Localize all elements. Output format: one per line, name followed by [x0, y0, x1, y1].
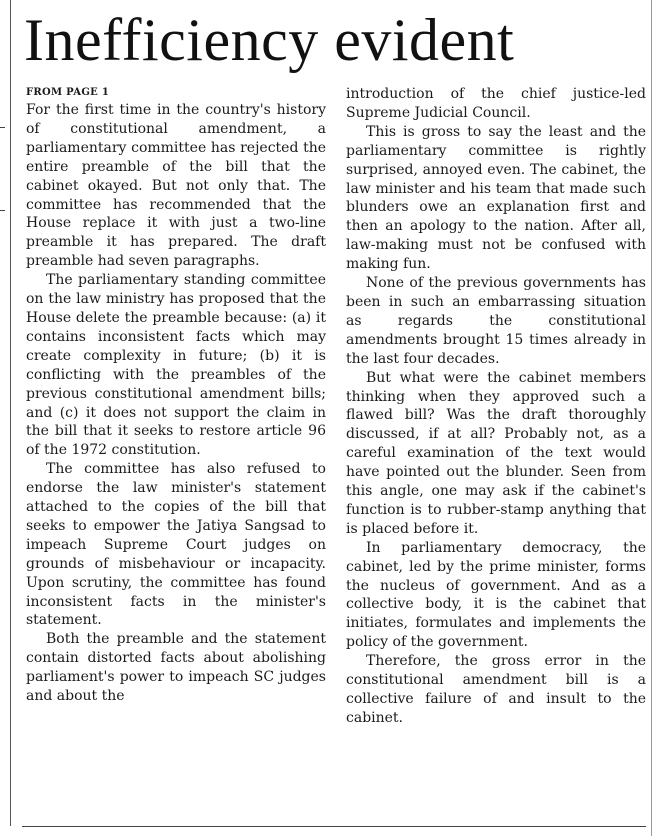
article-paragraph: Both the preamble and the statement contain distorted facts about abolishing parliament's power to impeach SC judges and about the	[26, 631, 326, 705]
article-column-left	[26, 101, 326, 706]
bottom-rule	[22, 826, 646, 827]
article-paragraph: But what were the cabinet members thinking when they approved such a flawed bill? Was the draft thoroughly discussed, if at all? Probably not, as a careful examination of the text would have pointed out the blunder. Seen from this angle, one may ask if the cabinet's function is to rubber-stamp anything that is placed before it.	[346, 369, 646, 537]
article-paragraph: None of the previous governments has been in such an embarrassing situation as regards the constitutional amendments brought 15 times already in the last four decades.	[346, 275, 646, 367]
margin-tick-mark	[0, 210, 5, 211]
left-column-rule	[10, 0, 11, 826]
article-paragraph: introduction of the chief justice-led Supreme Judicial Council.	[346, 86, 646, 121]
continuation-kicker: FROM PAGE 1	[26, 87, 110, 98]
article-paragraph: In parliamentary democracy, the cabinet, led by the prime minister, forms the nucleus of government. And as a collective body, it is the cabinet that initiates, formulates and implements the policy of the government.	[346, 539, 646, 651]
article-paragraph: For the first time in the country's history of constitutional amendment, a parliamentary committee has rejected the entire preamble of the bill that the cabinet okayed. But not only that. The committee has recommended that the House replace it with just a two-line preamble it has prepared. The draft preamble had seven paragraphs.	[26, 102, 326, 270]
article-paragraph: The committee has also refused to endorse the law minister's statement attached to the copies of the bill that seeks to empower the Jatiya Sangsad to impeach Supreme Court judges on grounds of misbehaviour or incapacity. Upon scrutiny, the committee has found inconsistent facts in the minister's statement.	[26, 461, 326, 629]
article-headline: Inefficiency evident	[24, 7, 515, 73]
margin-tick-mark	[0, 127, 5, 128]
article-column-right	[346, 85, 646, 728]
article-paragraph: The parliamentary standing committee on the law ministry has proposed that the House delete the preamble because: (a) it contains inconsistent facts which may create complexity in future; (b) it is conflicting with the preambles of the previous constitutional amendment bills; and (c) it does not support the claim in the bill that it seeks to restore article 96 of the 1972 constitution.	[26, 272, 326, 459]
right-edge-rule	[651, 0, 652, 836]
article-paragraph: This is gross to say the least and the parliamentary committee is rightly surprised, annoyed even. The cabinet, the law minister and his team that made such blunders owe an explanation first and then an apology to the nation. After all, law-making must not be confused with making fun.	[346, 123, 646, 273]
article-paragraph: Therefore, the gross error in the constitutional amendment bill is a collective failure of and insult to the cabinet.	[346, 653, 646, 726]
